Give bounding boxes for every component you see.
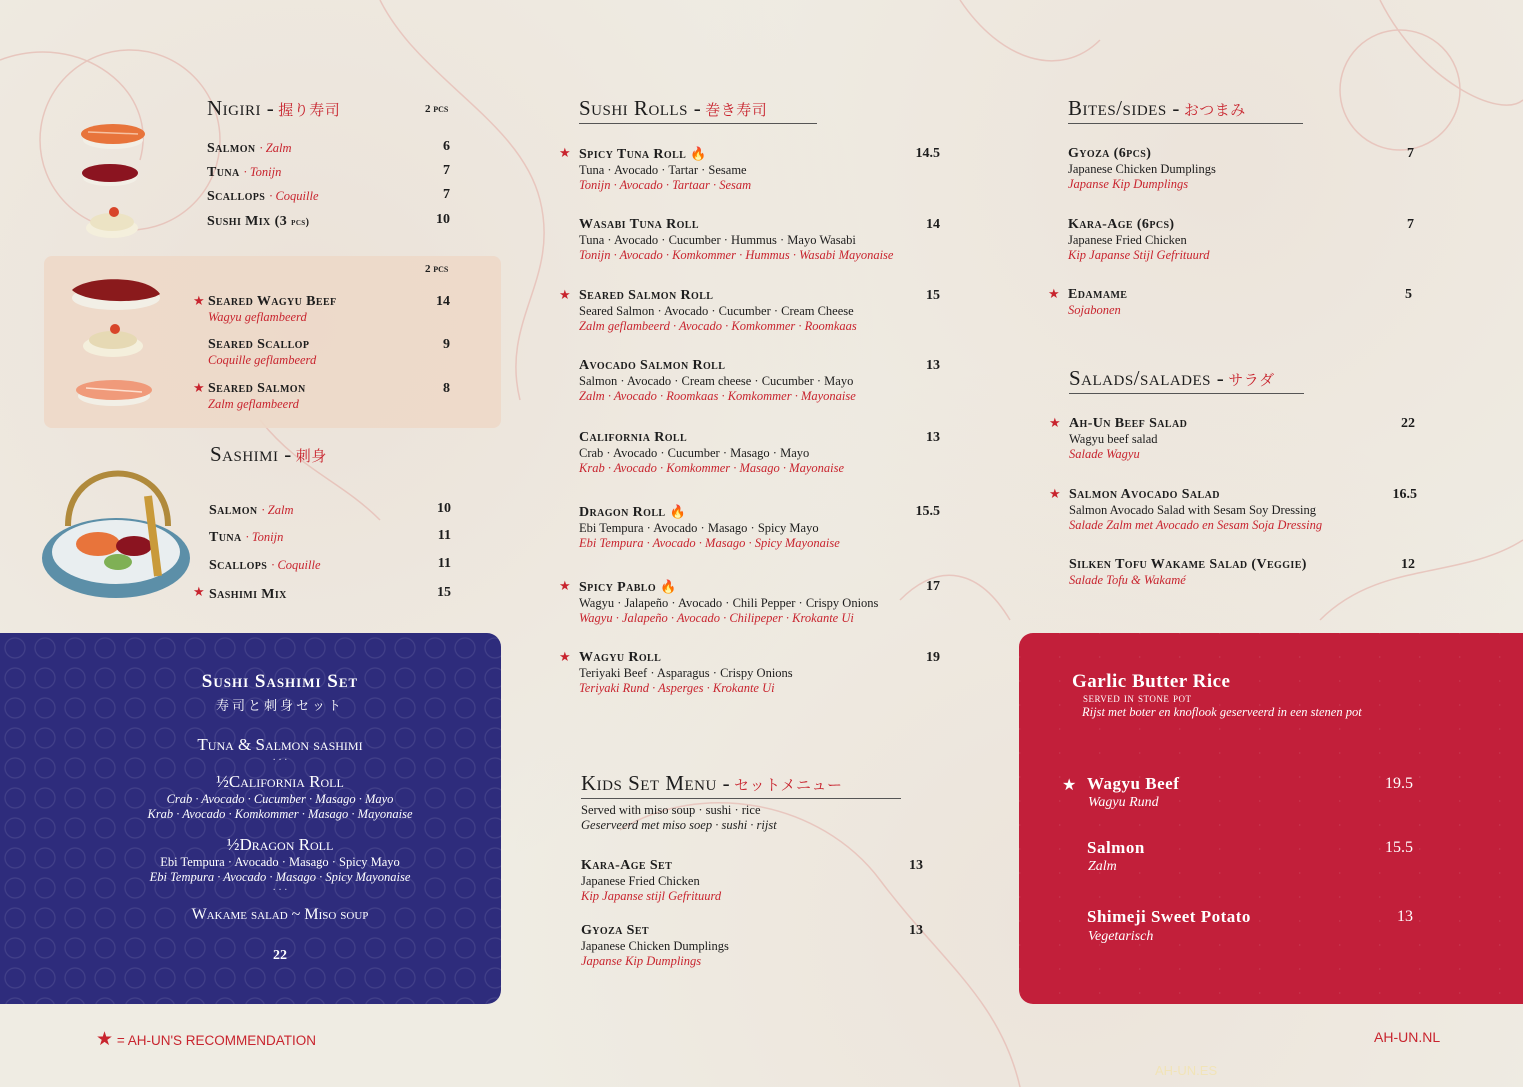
rice-item-wagyu-nl: Wagyu Rund	[1088, 795, 1159, 810]
rice-item-shimeji-nl: Vegetarisch	[1088, 929, 1154, 944]
set-dragon-desc: Ebi Tempura · Avocado · Masago · Spicy Mayo	[160, 855, 400, 869]
rice-price: 13	[1397, 908, 1413, 925]
sashimi-price: 11	[437, 556, 451, 571]
recommendation-legend: ★ = AH-UN'S RECOMMENDATION	[96, 1029, 317, 1050]
salad-item-silken-tofu: Silken Tofu Wakame Salad (Veggie) Salade Tofu & Wakamé	[1069, 557, 1307, 587]
rice-title: Garlic Butter Rice	[1072, 671, 1231, 692]
bites-item-gyoza: Gyoza (6pcs) Japanese Chicken Dumplings Japanse Kip Dumplings	[1068, 146, 1216, 191]
nigiri-title: Nigiri - 握り寿司	[207, 96, 341, 120]
garlic-butter-rice-panel	[1019, 633, 1523, 1004]
recommendation-star-icon: ★	[193, 585, 205, 600]
nigiri-price: 10	[436, 212, 450, 227]
nigiri-price: 6	[443, 139, 450, 154]
scallop-nigiri-image	[82, 200, 142, 244]
salad-price: 16.5	[1392, 487, 1417, 502]
kids-item-gyoza: Gyoza Set Japanese Chicken Dumplings Japanse Kip Dumplings	[581, 923, 729, 968]
seared-price: 14	[436, 294, 450, 309]
seared-item-scallop: Seared Scallop Coquille geflambeerd	[208, 337, 317, 367]
recommendation-star-icon: ★	[1049, 487, 1061, 502]
set-dragon-roll: ½Dragon Roll	[226, 835, 334, 854]
roll-price: 13	[926, 430, 940, 445]
roll-item-wasabi-tuna: Wasabi Tuna Roll Tuna · Avocado · Cucumber · Hummus · Mayo Wasabi Tonijn · Avocado · Komkommer · Hummus · Wasabi Mayonaise	[579, 217, 894, 262]
bites-price: 7	[1407, 217, 1414, 232]
roll-item-spicy-pablo: Spicy Pablo 🔥 Wagyu · Jalapeño · Avocado · Chili Pepper · Crispy Onions Wagyu · Jalapeño · Avocado · Chilipeper · Krokante Ui	[579, 579, 879, 625]
recommendation-star-icon: ★	[559, 288, 571, 303]
sashimi-item-mix: Sashimi Mix	[209, 587, 287, 602]
bites-item-kara-age: Kara-Age (6pcs) Japanese Fried Chicken Kip Japanse Stijl Gefrituurd	[1068, 217, 1210, 262]
set-california-roll: ½California Roll	[216, 772, 344, 791]
spicy-fire-icon: 🔥	[660, 579, 677, 594]
salad-item-salmon-avocado: Salmon Avocado Salad Salmon Avocado Salad with Sesam Soy Dressing Salade Zalm met Avocado en Sesam Soja Dressing	[1069, 487, 1323, 532]
sashimi-price: 15	[437, 585, 451, 600]
set-california-nl: Krab · Avocado · Komkommer · Masago · Mayonaise	[147, 807, 413, 821]
sushi-sashimi-set-panel	[0, 633, 501, 1004]
set-line-sashimi: Tuna & Salmon sashimi	[197, 735, 363, 754]
sashimi-title: Sashimi - 刺身	[210, 442, 327, 466]
seared-price: 9	[443, 337, 450, 352]
kids-item-kara-age: Kara-Age Set Japanese Fried Chicken Kip Japanse stijl Gefrituurd	[581, 858, 722, 903]
rice-price: 15.5	[1385, 839, 1413, 856]
set-jp-title: 寿司と刺身セット	[215, 698, 344, 713]
nigiri-price: 7	[443, 187, 450, 202]
wagyu-nigiri-image	[66, 270, 166, 314]
rice-item-salmon-nl: Zalm	[1088, 859, 1117, 874]
sashimi-item-tuna: Tuna · Tonijn	[209, 530, 284, 545]
spicy-fire-icon: 🔥	[690, 146, 707, 161]
spicy-fire-icon: 🔥	[669, 504, 687, 519]
set-title: Sushi Sashimi Set	[201, 671, 359, 692]
rice-nl: Rijst met boter en knoflook geserveerd in een stenen pot	[1082, 705, 1362, 719]
set-california-desc: Crab · Avocado · Cucumber · Masago · Mayo	[166, 792, 394, 806]
bites-price: 5	[1405, 287, 1412, 302]
set-dots: · · ·	[272, 755, 288, 766]
roll-price: 14	[926, 217, 940, 232]
sashimi-item-scallops: Scallops · Coquille	[209, 558, 321, 573]
kids-set-note: Served with miso soup · sushi · rice Geserveerd met miso soep · sushi · rijst	[581, 803, 777, 832]
sashimi-price: 10	[437, 501, 451, 516]
sashimi-basket-image	[38, 446, 198, 604]
bites-price: 7	[1407, 146, 1414, 161]
sushi-rolls-title: Sushi Rolls - 巻き寿司	[579, 96, 817, 124]
roll-item-avocado-salmon: Avocado Salmon Roll Salmon · Avocado · Cream cheese · Cucumber · Mayo Zalm · Avocado · Roomkaas · Komkommer · Mayonaise	[579, 358, 856, 403]
rice-price: 19.5	[1385, 775, 1413, 792]
recommendation-star-icon: ★	[1048, 287, 1060, 302]
seared-pcs: 2 pcs	[425, 263, 449, 275]
seared-item-salmon: Seared Salmon Zalm geflambeerd	[208, 381, 306, 411]
recommendation-star-icon: ★	[559, 579, 571, 594]
nigiri-item-scallops: Scallops · Coquille	[207, 189, 319, 204]
rice-subtitle: served in stone pot	[1083, 691, 1192, 705]
nigiri-item-salmon: Salmon · Zalm	[207, 141, 292, 156]
salmon-nigiri-image	[78, 118, 148, 152]
roll-price: 15.5	[915, 504, 940, 519]
kids-set-title: Kids Set Menu - セットメニュー	[581, 771, 901, 799]
set-wakame-miso: Wakame salad ~ Miso soup	[191, 906, 369, 923]
set-price: 22	[273, 948, 287, 963]
roll-price: 19	[926, 650, 940, 665]
roll-price: 17	[926, 579, 940, 594]
nigiri-item-sushi-mix: Sushi Mix (3 pcs)	[207, 214, 310, 229]
recommendation-star-icon: ★	[1062, 777, 1077, 794]
sashimi-item-salmon: Salmon · Zalm	[209, 503, 294, 518]
bites-title: Bites/sides - おつまみ	[1068, 96, 1303, 124]
roll-price: 15	[926, 288, 940, 303]
seared-salmon-image	[72, 372, 156, 410]
seared-scallop-image	[78, 318, 148, 362]
roll-item-spicy-tuna: Spicy Tuna Roll 🔥 Tuna · Avocado · Tartar · Sesame Tonijn · Avocado · Tartaar · Sesam	[579, 146, 752, 192]
kids-price: 13	[909, 858, 923, 873]
tuna-nigiri-image	[80, 160, 140, 190]
recommendation-star-icon: ★	[193, 381, 205, 396]
website-link-secondary: AH-UN.ES	[1155, 1063, 1218, 1078]
roll-item-california: California Roll Crab · Avocado · Cucumber · Masago · Mayo Krab · Avocado · Komkommer · Masago · Mayonaise	[579, 430, 845, 475]
recommendation-star-icon: ★	[559, 650, 571, 665]
kids-price: 13	[909, 923, 923, 938]
roll-item-wagyu: Wagyu Roll Teriyaki Beef · Asparagus · Crispy Onions Teriyaki Rund · Asperges · Krokante Ui	[579, 650, 793, 695]
rice-item-shimeji: Shimeji Sweet Potato	[1087, 907, 1251, 926]
sashimi-price: 11	[437, 528, 451, 543]
rice-item-wagyu: Wagyu Beef	[1087, 774, 1180, 793]
recommendation-star-icon: ★	[193, 294, 205, 309]
salad-price: 22	[1401, 416, 1415, 431]
salad-price: 12	[1401, 557, 1415, 572]
set-dragon-nl: Ebi Tempura · Avocado · Masago · Spicy Mayonaise	[149, 870, 411, 884]
seared-item-wagyu: Seared Wagyu Beef Wagyu geflambeerd	[208, 294, 337, 324]
set-dots: · · ·	[272, 885, 288, 896]
recommendation-star-icon: ★	[559, 146, 571, 161]
roll-item-seared-salmon: Seared Salmon Roll Seared Salmon · Avocado · Cucumber · Cream Cheese Zalm geflambeerd · Avocado · Komkommer · Roomkaas	[579, 288, 857, 333]
roll-price: 13	[926, 358, 940, 373]
recommendation-star-icon: ★	[1049, 416, 1061, 431]
bites-item-edamame: Edamame Sojabonen	[1068, 287, 1128, 317]
website-link[interactable]: AH-UN.NL	[1374, 1029, 1441, 1045]
recommendation-star-icon: ★	[96, 1029, 114, 1050]
roll-item-dragon: Dragon Roll 🔥 Ebi Tempura · Avocado · Masago · Spicy Mayo Ebi Tempura · Avocado · Masago · Spicy Mayonaise	[579, 504, 840, 550]
roll-price: 14.5	[915, 146, 940, 161]
salad-item-beef: Ah-Un Beef Salad Wagyu beef salad Salade Wagyu	[1069, 416, 1188, 461]
nigiri-price: 7	[443, 163, 450, 178]
seared-price: 8	[443, 381, 450, 396]
nigiri-pcs: 2 pcs	[425, 103, 449, 115]
nigiri-item-tuna: Tuna · Tonijn	[207, 165, 282, 180]
salads-title: Salads/salades - サラダ	[1069, 366, 1304, 394]
rice-item-salmon: Salmon	[1087, 838, 1145, 857]
